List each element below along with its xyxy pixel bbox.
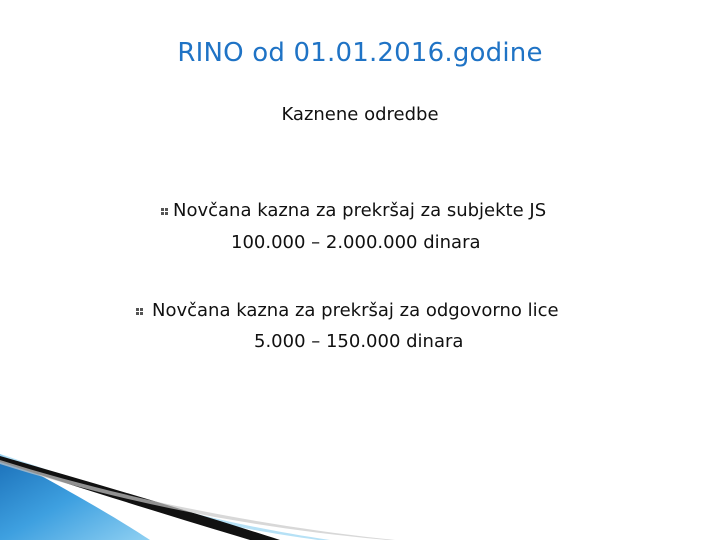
bullet-glyph-icon [160,207,170,217]
bullet-2-range: 5.000 – 150.000 dinara [254,331,464,352]
bullet-2-text: Novčana kazna za prekršaj za odgovorno lice [152,300,559,321]
bullet-glyph-icon [135,307,145,317]
decorative-swoosh [0,440,720,540]
slide-subtitle: Kaznene odredbe [281,104,439,125]
bullet-1-range: 100.000 – 2.000.000 dinara [231,232,481,253]
bullet-1-text: Novčana kazna za prekršaj za subjekte JS [173,200,547,221]
slide-title: RINO od 01.01.2016.godine [177,38,543,68]
